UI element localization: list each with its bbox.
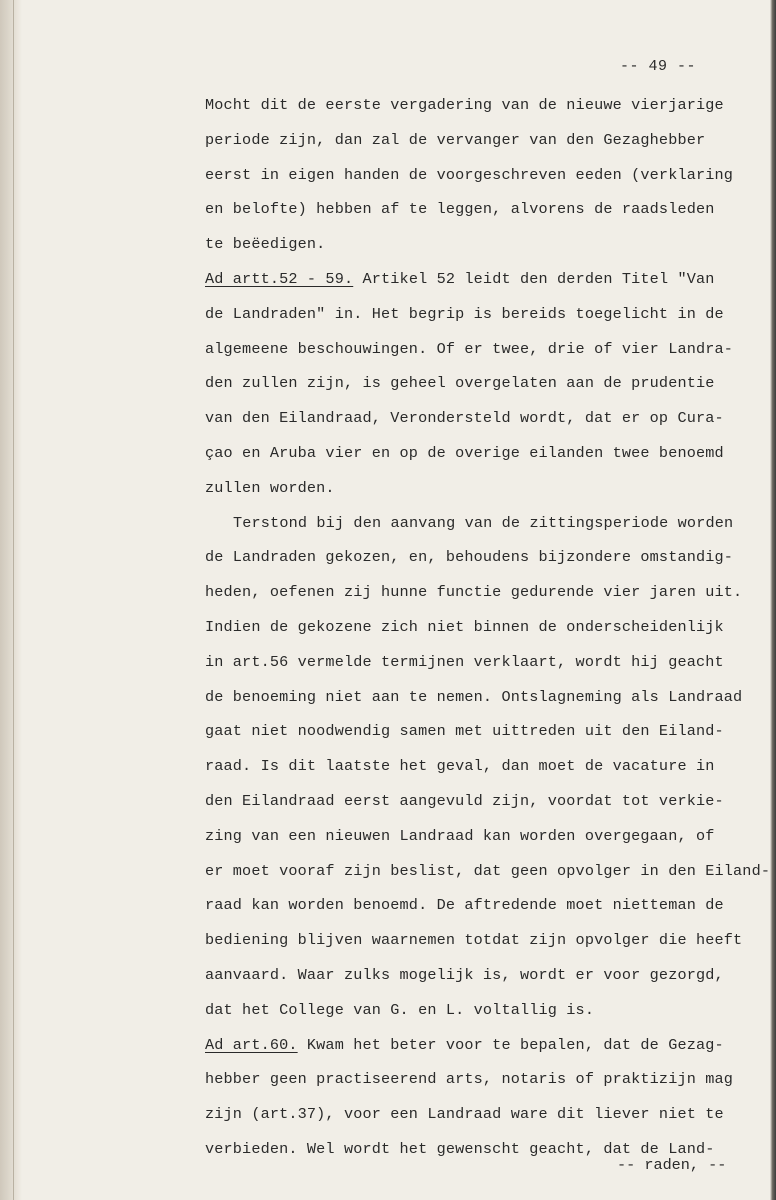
section-heading-line bbox=[205, 262, 735, 297]
text-line: en belofte) hebben af te leggen, alvorens de raadsleden bbox=[205, 200, 715, 219]
text-line: hebber geen practiseerend arts, notaris of praktizijn mag bbox=[205, 1070, 734, 1089]
text-line: periode zijn, dan zal de vervanger van den Gezaghebber bbox=[205, 130, 706, 149]
body-text bbox=[205, 88, 771, 1167]
text-line: bediening blijven waarnemen totdat zijn opvolger die heeft bbox=[205, 931, 743, 950]
text-line: raad kan worden benoemd. De aftredende moet nietteman de bbox=[205, 896, 724, 915]
text-line: gaat niet noodwendig samen met uittreden uit den Eiland- bbox=[205, 722, 724, 741]
text-line: de benoeming niet aan te nemen. Ontslagneming als Landraad bbox=[205, 687, 743, 706]
page-number: -- 49 -- bbox=[620, 58, 697, 75]
text-line: den Eilandraad eerst aangevuld zijn, voordat tot verkie- bbox=[205, 791, 724, 810]
section-heading-line bbox=[205, 1028, 735, 1063]
text-line: van den Eilandraad, Verondersteld wordt, dat er op Cura- bbox=[205, 409, 724, 428]
text-line: Indien de gekozene zich niet binnen de onderscheidenlijk bbox=[205, 617, 724, 636]
text-line: de Landraden" in. Het begrip is bereids toegelicht in de bbox=[205, 304, 724, 323]
text-line: dat het College van G. en L. voltallig is. bbox=[205, 1000, 595, 1019]
text-span: Artikel 52 leidt den derden Titel "Van bbox=[353, 269, 715, 288]
text-line: zullen worden. bbox=[205, 478, 335, 497]
text-line: er moet vooraf zijn beslist, dat geen opvolger in den Eiland- bbox=[205, 861, 771, 880]
text-line: Terstond bij den aanvang van de zittingsperiode worden bbox=[233, 513, 734, 532]
text-line: raad. Is dit laatste het geval, dan moet de vacature in bbox=[205, 757, 715, 776]
section-heading-art-60: Ad art.60. bbox=[205, 1035, 298, 1054]
page-binding-shadow bbox=[0, 0, 22, 1200]
text-line: te beëedigen. bbox=[205, 235, 326, 254]
text-line: Mocht dit de eerste vergadering van de nieuwe vierjarige bbox=[205, 96, 724, 114]
text-line: algemeene beschouwingen. Of er twee, drie of vier Landra- bbox=[205, 339, 734, 358]
text-line: den zullen zijn, is geheel overgelaten aan de prudentie bbox=[205, 374, 715, 393]
text-line: in art.56 vermelde termijnen verklaart, wordt hij geacht bbox=[205, 652, 724, 671]
text-line: zijn (art.37), voor een Landraad ware dit liever niet te bbox=[205, 1105, 724, 1124]
binding-line bbox=[13, 0, 14, 1200]
page-edge-shadow bbox=[770, 0, 776, 1200]
text-line: zing van een nieuwen Landraad kan worden overgegaan, of bbox=[205, 826, 715, 845]
text-line: de Landraden gekozen, en, behoudens bijzondere omstandig- bbox=[205, 548, 734, 567]
text-line: eerst in eigen handen de voorgeschreven eeden (verklaring bbox=[205, 165, 734, 184]
text-line: verbieden. Wel wordt het gewenscht geacht, dat de Land- bbox=[205, 1139, 715, 1158]
text-line: çao en Aruba vier en op de overige eilanden twee benoemd bbox=[205, 443, 724, 462]
catchword: -- raden, -- bbox=[617, 1156, 727, 1174]
text-span: Kwam het beter voor te bepalen, dat de Gezag- bbox=[297, 1035, 724, 1054]
text-line: heden, oefenen zij hunne functie gedurende vier jaren uit. bbox=[205, 583, 743, 602]
section-heading-artt-52-59: Ad artt.52 - 59. bbox=[205, 269, 354, 288]
text-line: aanvaard. Waar zulks mogelijk is, wordt er voor gezorgd, bbox=[205, 965, 724, 984]
